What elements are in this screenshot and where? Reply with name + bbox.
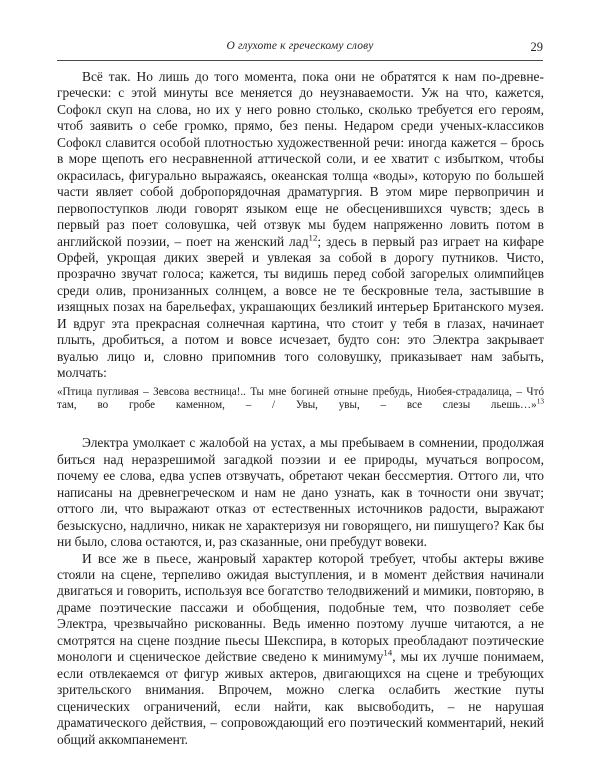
- paragraph-2: Электра умолкает с жалобой на устах, а мы пребываем в сомнении, продолжая биться над неразрешимой загадкой поэзии и ее природы, мучаться вопросом, почему ее слова, едва успев отзвучать, обретают чекан бессмертия. Оттого ли, что написаны на древнегреческом и нам не дано узнать, как в точности они звучат; оттого ли, что выражают отказ от естественных источников радости, выражают безыскусно, надлично, никак не характеризуя ни говорящего, ни пишущего? Как бы ни было, слова остаются, и, раз сказанные, они пребудут вовеки.: [57, 435, 544, 550]
- running-head-title: О глухоте к греческому слову: [226, 40, 374, 52]
- quotation-spacer: [57, 426, 544, 435]
- footnote-marker-13[interactable]: 13: [536, 396, 544, 406]
- verse-quotation: [57, 386, 544, 427]
- footnote-marker-14[interactable]: 14: [383, 647, 393, 658]
- paragraph-1: [57, 69, 544, 382]
- paragraph-3: [57, 551, 544, 748]
- footnote-marker-12[interactable]: 12: [308, 232, 318, 243]
- paragraph-3-text-b: , мы их лучше понимаем, если отвлекаемся от фигур живых актеров, двигающихся на сцене и требующих зрительского внимания. Впрочем, можно слегка ослабить жесткие путы сценических ограничений, если найти, как высвободить, – не нарушая драматического действия, – сопровождающий его поэтический комментарий, некий общий аккомпанемент.: [57, 649, 544, 747]
- running-head: [57, 40, 543, 56]
- paragraph-3-text-a: И все же в пьесе, жанровый характер которой требует, чтобы актеры вживе стояли на сцене, терпеливо ожидая выступления, и в момент действия начинали двигаться и говорить, используя все богатство телодвижений и мимики, повторяю, в драме поэтические пассажи и обобщения, подобные тем, что позволяет себе Электра, чрезвычайно рискованны. Ведь именно поэтому лучше читаются, а не смотрятся на сцене поздние пьесы Шекспира, в которых преобладают поэтические монологи и сценическое действие сведено к минимуму: [57, 550, 544, 665]
- body-text-column: [57, 69, 544, 748]
- page-number: 29: [530, 40, 543, 54]
- verse-quotation-text: «Птица пугливая – Зевсова вестница!.. Ты мне богиней отныне пребудь, Ниобея-страдалица, – Чтó там, во гробе каменном, – / Увы, увы, – все слезы льешь…»: [57, 385, 544, 412]
- paragraph-1-text-b: ; здесь в первый раз играет на кифаре Орфей, укрощая диких зверей и увлекая за собой в дорогу путников. Чисто, прозрачно звучат голоса; кажется, ты видишь перед собой загорелых олимпийцев среди олив, пронизанных солнцем, а вовсе не те бескровные тела, застывшие в изящных позах на барельефах, украшающих безликий интерьер Британского музея. И вдруг эта прекрасная солнечная картина, что стоит у тебя в глазах, начинает плыть, дробиться, а потом и вовсе исчезает, будто сон: это Электра закрывает вуалью лицо и, словно припомнив того соловушку, приказывает нам забыть, молчать:: [57, 233, 544, 381]
- paragraph-1-text-a: Всё так. Но лишь до того момента, пока они не обратятся к нам по-древнегречески: с этой минуты все меняется до неузнаваемости. Уж на что, кажется, Софокл скуп на слова, но их у него ровно столько, сколько требуется его героям, чтоб заявить о себе громко, прямо, без пены. Недаром среди ученых-классиков Софокл славится особой плотностью художественной речи: иногда кажется – брось в море щепоть его несравненной аттической соли, и ее хватит с избытком, чтобы окрасилась, фигурально выражаясь, океанская толща «воды», которую по большей части являет собой добропорядочная драматургия. В этом мире первопричин и первопоступков люди говорят языком еще не обесценившихся чувств; здесь в первый раз поет соловушка, чей отзвук мы будем напряженно ловить потом в английской поэзии, – поет на женский лад: [57, 69, 544, 249]
- header-divider-rule: [57, 60, 543, 61]
